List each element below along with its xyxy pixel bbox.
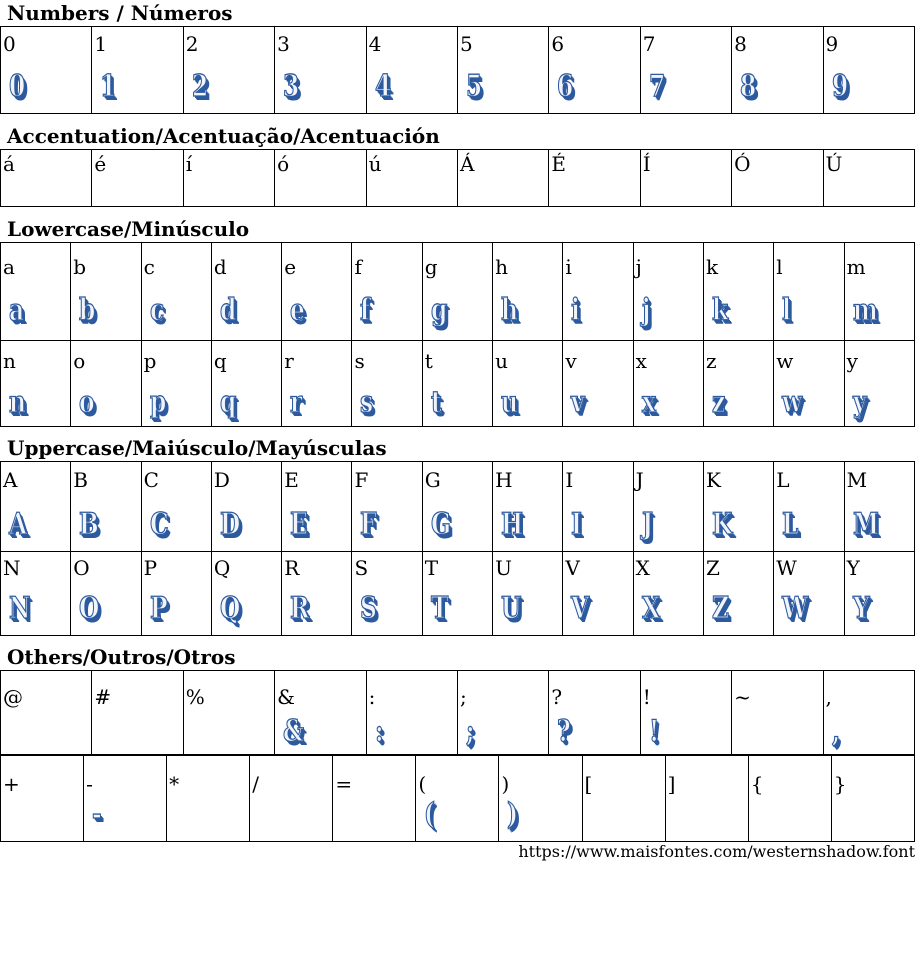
glyph-label: {: [750, 772, 764, 796]
glyph-cell: [499, 756, 582, 842]
glyph-label: W: [776, 556, 797, 580]
glyph-cell: [774, 341, 844, 427]
glyph-cell: [84, 756, 167, 842]
glyph-cell: [71, 243, 141, 341]
glyph-label: ): [501, 772, 510, 796]
glyph-cell: [211, 552, 281, 636]
glyph-label: E: [284, 468, 299, 492]
glyph-label: o: [73, 349, 86, 373]
grid-row: [1, 671, 915, 755]
glyph-label: @: [3, 685, 23, 709]
glyph-label: +: [3, 772, 20, 796]
glyph-sample: D: [219, 507, 241, 542]
glyph-cell: [1, 462, 71, 552]
glyph-sample: K: [711, 507, 733, 542]
glyph-sample: ,: [831, 714, 840, 749]
glyph-label: c: [143, 255, 155, 279]
glyph-cell: [92, 671, 183, 755]
glyph-sample: Z: [711, 591, 730, 626]
glyph-cell: [211, 341, 281, 427]
glyph-cell: [92, 150, 183, 207]
glyph-label: s: [354, 349, 365, 373]
glyph-label: 5: [459, 32, 473, 56]
glyph-label: ú: [368, 152, 382, 176]
glyph-sample: q: [219, 385, 237, 420]
glyph-cell: [582, 756, 665, 842]
glyph-sample: 3: [283, 69, 300, 104]
glyph-sample: c: [149, 293, 164, 328]
glyph-cell: [422, 243, 492, 341]
glyph-cell: [422, 552, 492, 636]
glyph-label: *: [169, 772, 180, 796]
glyph-cell: [732, 150, 823, 207]
glyph-sample: V: [571, 591, 590, 626]
glyph-cell: [1, 27, 92, 114]
glyph-cell: [823, 671, 914, 755]
glyph-cell: [352, 462, 422, 552]
glyph-sample: a: [9, 293, 25, 328]
glyph-label: x: [635, 349, 647, 373]
glyph-cell: [823, 150, 914, 207]
section-title-numbers: Numbers / Números: [7, 1, 233, 25]
glyph-cell: [493, 462, 563, 552]
glyph-cell: [831, 756, 914, 842]
glyph-cell: [141, 462, 211, 552]
glyph-cell: [275, 671, 366, 755]
glyph-sample: h: [501, 293, 519, 328]
glyph-cell: [141, 341, 211, 427]
glyph-cell: [703, 243, 773, 341]
glyph-label: 0: [3, 32, 16, 56]
glyph-cell: [92, 27, 183, 114]
glyph-label: [: [584, 772, 593, 796]
glyph-cell: [457, 671, 548, 755]
glyph-cell: [352, 552, 422, 636]
glyph-sample: E: [290, 507, 309, 542]
glyph-cell: [732, 671, 823, 755]
glyph-label: n: [3, 349, 16, 373]
glyph-label: é: [94, 152, 107, 176]
grid-row: [1, 150, 915, 207]
glyph-label: ;: [459, 685, 467, 709]
glyph-label: (: [418, 772, 427, 796]
glyph-cell: [1, 150, 92, 207]
glyph-label: w: [776, 349, 794, 373]
glyph-cell: [275, 150, 366, 207]
glyph-label: j: [635, 255, 642, 279]
glyph-cell: [844, 462, 914, 552]
glyph-sample: 9: [831, 69, 848, 104]
glyph-label: U: [495, 556, 512, 580]
glyph-label: ó: [277, 152, 290, 176]
grid-row: [1, 552, 915, 636]
glyph-label: -: [86, 772, 93, 796]
glyph-sample: Y: [852, 591, 870, 626]
glyph-sample: Q: [219, 591, 241, 626]
glyph-sample: b: [79, 293, 96, 328]
glyph-sample: z: [711, 385, 726, 420]
glyph-cell: [422, 341, 492, 427]
glyph-cell: [640, 27, 731, 114]
glyph-label: q: [213, 349, 227, 373]
glyph-sample: i: [571, 293, 581, 328]
glyph-sample: m: [852, 293, 878, 328]
glyph-sample: H: [501, 507, 524, 542]
glyph-cell: [493, 552, 563, 636]
glyph-label: I: [565, 468, 574, 492]
glyph-label: =: [335, 772, 353, 796]
glyph-cell: [640, 150, 731, 207]
glyph-sample: -: [92, 797, 102, 832]
glyph-cell: [549, 671, 640, 755]
glyph-cell: [844, 552, 914, 636]
glyph-sample: r: [290, 385, 303, 420]
glyph-cell: [457, 150, 548, 207]
glyph-label: ,: [825, 685, 832, 709]
glyph-sample: !: [648, 714, 660, 749]
glyph-cell: [1, 341, 71, 427]
glyph-cell: [366, 27, 457, 114]
glyph-label: Z: [705, 556, 720, 580]
glyph-cell: [774, 243, 844, 341]
glyph-label: V: [565, 556, 580, 580]
glyph-sample: L: [782, 507, 799, 542]
glyph-sample: u: [501, 385, 519, 420]
glyph-sample: S: [360, 591, 378, 626]
glyph-cell: [844, 341, 914, 427]
glyph-sample: j: [641, 293, 651, 328]
glyph-sample: l: [782, 293, 792, 328]
glyph-cell: [774, 552, 844, 636]
grid-row: [1, 27, 915, 114]
glyph-label: 3: [277, 32, 290, 56]
glyph-sample: x: [641, 385, 656, 420]
glyph-label: Ú: [825, 152, 843, 176]
glyph-cell: [774, 462, 844, 552]
glyph-label: N: [3, 556, 21, 580]
glyph-sample: 5: [465, 69, 483, 104]
glyph-label: y: [846, 349, 858, 373]
glyph-cell: [352, 243, 422, 341]
glyph-cell: [633, 462, 703, 552]
glyph-sample: A: [9, 507, 28, 542]
glyph-cell: [422, 462, 492, 552]
uppercase-grid: [0, 461, 915, 636]
glyph-cell: [703, 552, 773, 636]
glyph-sample: 1: [100, 69, 117, 104]
glyph-label: ]: [667, 772, 676, 796]
glyph-sample: O: [79, 591, 100, 626]
glyph-sample: W: [782, 591, 809, 626]
glyph-sample: 8: [740, 69, 757, 104]
glyph-cell: [282, 552, 352, 636]
glyph-label: l: [776, 255, 783, 279]
glyph-sample: t: [430, 385, 442, 420]
glyph-cell: [703, 462, 773, 552]
glyph-label: É: [551, 152, 566, 176]
glyph-cell: [549, 27, 640, 114]
others-grid-row-2: [0, 755, 915, 842]
glyph-label: g: [424, 255, 438, 279]
section-title-others: Others/Outros/Otros: [7, 645, 236, 669]
glyph-label: b: [73, 255, 87, 279]
glyph-cell: [703, 341, 773, 427]
glyph-cell: [748, 756, 831, 842]
glyph-label: z: [705, 349, 717, 373]
glyph-sample: 2: [191, 69, 209, 104]
accents-grid: [0, 149, 915, 207]
glyph-label: ~: [734, 685, 751, 709]
glyph-label: p: [143, 349, 157, 373]
glyph-label: a: [3, 255, 15, 279]
glyph-cell: [633, 552, 703, 636]
glyph-cell: [665, 756, 748, 842]
glyph-cell: [1, 671, 92, 755]
glyph-label: %: [185, 685, 205, 709]
others-grid-row-1: [0, 670, 915, 755]
glyph-label: S: [354, 556, 369, 580]
glyph-label: i: [565, 255, 572, 279]
glyph-label: &: [277, 685, 295, 709]
glyph-label: d: [213, 255, 227, 279]
glyph-label: u: [495, 349, 508, 373]
glyph-sample: v: [571, 385, 585, 420]
glyph-sample: o: [79, 385, 95, 420]
glyph-label: X: [635, 556, 650, 580]
glyph-sample: (: [424, 797, 436, 832]
glyph-sample: 4: [374, 69, 391, 104]
glyph-cell: [183, 27, 274, 114]
grid-row: [1, 756, 915, 842]
glyph-cell: [366, 671, 457, 755]
glyph-cell: [141, 243, 211, 341]
glyph-cell: [640, 671, 731, 755]
glyph-label: m: [846, 255, 866, 279]
glyph-sample: w: [782, 385, 803, 420]
glyph-cell: [211, 243, 281, 341]
glyph-label: P: [143, 556, 158, 580]
glyph-sample: :: [374, 714, 384, 749]
glyph-label: r: [284, 349, 294, 373]
glyph-label: 8: [734, 32, 747, 56]
glyph-sample: N: [9, 591, 31, 626]
glyph-sample: ;: [465, 714, 475, 749]
glyph-label: R: [284, 556, 300, 580]
glyph-label: v: [565, 349, 577, 373]
glyph-sample: P: [149, 591, 168, 626]
glyph-label: á: [3, 152, 15, 176]
glyph-cell: [633, 243, 703, 341]
glyph-label: 4: [368, 32, 382, 56]
glyph-label: k: [705, 255, 719, 279]
glyph-cell: [563, 243, 633, 341]
glyph-cell: [1, 552, 71, 636]
glyph-cell: [282, 243, 352, 341]
glyph-sample: J: [641, 507, 653, 542]
numbers-grid: [0, 26, 915, 114]
glyph-label: O: [73, 556, 90, 580]
glyph-cell: [211, 462, 281, 552]
glyph-cell: [549, 150, 640, 207]
glyph-sample: 0: [9, 69, 26, 104]
glyph-label: ?: [551, 685, 563, 709]
glyph-cell: [1, 756, 84, 842]
glyph-cell: [250, 756, 333, 842]
glyph-label: /: [252, 772, 259, 796]
glyph-label: K: [705, 468, 721, 492]
glyph-cell: [275, 27, 366, 114]
glyph-label: C: [143, 468, 159, 492]
glyph-label: :: [368, 685, 376, 709]
glyph-label: e: [284, 255, 297, 279]
glyph-label: A: [3, 468, 18, 492]
grid-row: [1, 243, 915, 341]
glyph-sample: R: [290, 591, 310, 626]
glyph-sample: y: [852, 385, 867, 420]
glyph-sample: I: [571, 507, 583, 542]
glyph-label: Ó: [734, 152, 751, 176]
glyph-label: 7: [642, 32, 656, 56]
glyph-cell: [71, 341, 141, 427]
glyph-sample: 6: [557, 69, 574, 104]
glyph-cell: [416, 756, 499, 842]
glyph-label: H: [495, 468, 513, 492]
glyph-label: M: [846, 468, 868, 492]
glyph-cell: [333, 756, 416, 842]
glyph-label: 1: [94, 32, 108, 56]
glyph-label: Q: [213, 556, 231, 580]
glyph-sample: G: [430, 507, 451, 542]
glyph-cell: [563, 462, 633, 552]
glyph-sample: M: [852, 507, 879, 542]
glyph-label: L: [776, 468, 790, 492]
glyph-label: 2: [185, 32, 199, 56]
glyph-sample: ?: [557, 714, 572, 749]
glyph-sample: ): [507, 797, 519, 832]
glyph-label: }: [833, 772, 847, 796]
glyph-label: T: [424, 556, 439, 580]
glyph-cell: [71, 552, 141, 636]
glyph-cell: [493, 243, 563, 341]
glyph-sample: 7: [648, 69, 666, 104]
glyph-cell: [167, 756, 250, 842]
grid-row: [1, 341, 915, 427]
glyph-cell: [366, 150, 457, 207]
glyph-label: í: [185, 152, 193, 176]
glyph-sample: T: [430, 591, 449, 626]
glyph-cell: [457, 27, 548, 114]
glyph-cell: [141, 552, 211, 636]
glyph-label: Á: [459, 152, 475, 176]
glyph-sample: F: [360, 507, 378, 542]
glyph-cell: [183, 671, 274, 755]
glyph-sample: p: [149, 385, 166, 420]
glyph-sample: X: [641, 591, 660, 626]
glyph-label: f: [354, 255, 362, 279]
glyph-label: D: [213, 468, 230, 492]
section-title-lowercase: Lowercase/Minúsculo: [7, 217, 250, 241]
glyph-cell: [823, 27, 914, 114]
glyph-sample: e: [290, 293, 306, 328]
glyph-cell: [1, 243, 71, 341]
glyph-cell: [71, 462, 141, 552]
glyph-label: J: [635, 468, 644, 492]
glyph-label: !: [642, 685, 651, 709]
glyph-sample: C: [149, 507, 169, 542]
glyph-label: #: [94, 685, 112, 709]
glyph-label: t: [424, 349, 433, 373]
glyph-sample: n: [9, 385, 27, 420]
glyph-label: B: [73, 468, 88, 492]
glyph-label: F: [354, 468, 369, 492]
glyph-sample: &: [283, 714, 305, 749]
glyph-label: 9: [825, 32, 839, 56]
glyph-label: G: [424, 468, 441, 492]
section-title-uppercase: Uppercase/Maiúsculo/Mayúsculas: [7, 436, 387, 460]
glyph-cell: [493, 341, 563, 427]
glyph-sample: d: [219, 293, 237, 328]
glyph-sample: k: [711, 293, 729, 328]
section-title-accents: Accentuation/Acentuação/Acentuación: [7, 124, 440, 148]
glyph-label: Í: [642, 152, 651, 176]
glyph-cell: [282, 341, 352, 427]
glyph-sample: B: [79, 507, 100, 542]
glyph-cell: [282, 462, 352, 552]
glyph-cell: [563, 552, 633, 636]
glyph-cell: [633, 341, 703, 427]
glyph-sample: U: [501, 591, 522, 626]
lowercase-grid: [0, 242, 915, 427]
footer-url: https://www.maisfontes.com/westernshadow.font: [518, 842, 915, 861]
grid-row: [1, 462, 915, 552]
glyph-cell: [183, 150, 274, 207]
glyph-sample: g: [430, 293, 448, 328]
glyph-cell: [352, 341, 422, 427]
glyph-cell: [844, 243, 914, 341]
glyph-label: h: [495, 255, 508, 279]
glyph-sample: s: [360, 385, 374, 420]
glyph-label: 6: [551, 32, 565, 56]
glyph-cell: [563, 341, 633, 427]
glyph-cell: [732, 27, 823, 114]
glyph-label: Y: [846, 556, 860, 580]
glyph-sample: f: [360, 293, 371, 328]
